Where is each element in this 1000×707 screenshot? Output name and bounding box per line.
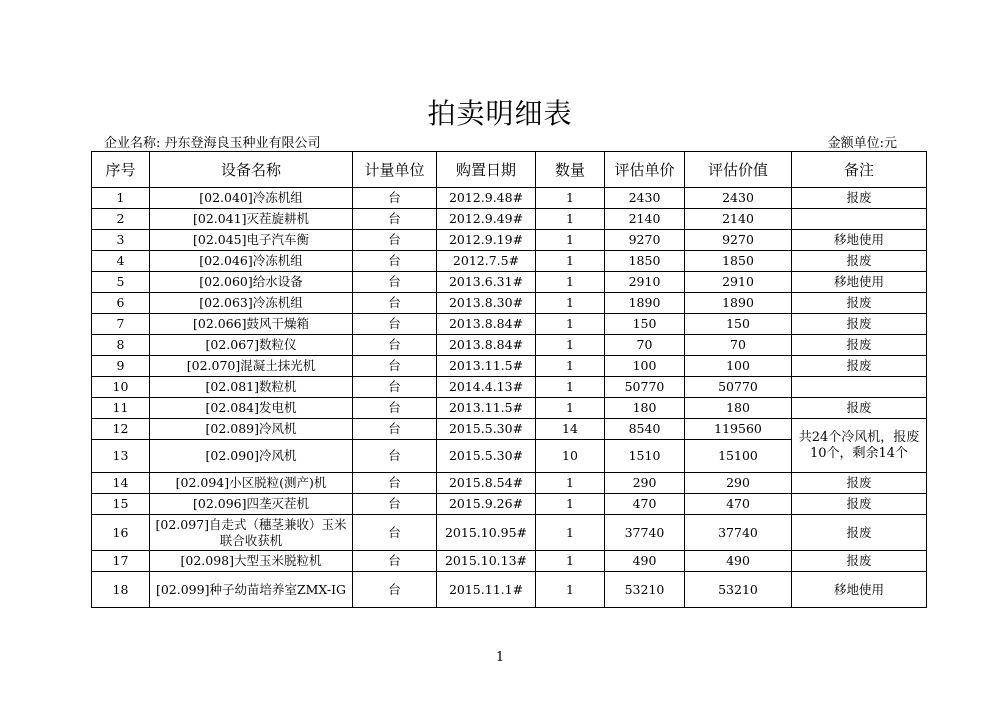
cell-name: [02.081]数粒机 bbox=[150, 377, 353, 398]
cell-unit: 台 bbox=[353, 419, 437, 440]
page-number: 1 bbox=[495, 650, 505, 665]
cell-value: 70 bbox=[685, 335, 792, 356]
cell-date: 2013.8.84# bbox=[437, 314, 536, 335]
cell-no: 11 bbox=[92, 398, 150, 419]
cell-value: 1850 bbox=[685, 251, 792, 272]
cell-value: 490 bbox=[685, 551, 792, 572]
table-row bbox=[92, 494, 927, 515]
header-price: 评估单价 bbox=[605, 152, 685, 188]
cell-no: 15 bbox=[92, 494, 150, 515]
cell-remark: 报废 bbox=[792, 335, 927, 356]
table-row bbox=[92, 473, 927, 494]
cell-qty: 14 bbox=[536, 419, 605, 440]
cell-price: 8540 bbox=[605, 419, 685, 440]
cell-unit: 台 bbox=[353, 398, 437, 419]
cell-date: 2012.9.19# bbox=[437, 230, 536, 251]
table-row bbox=[92, 293, 927, 314]
cell-price: 37740 bbox=[605, 515, 685, 551]
cell-remark-merged: 共24个冷风机，报废10个，剩余14个 bbox=[792, 419, 927, 473]
page-title: 拍卖明细表 bbox=[427, 97, 573, 130]
cell-no: 18 bbox=[92, 572, 150, 608]
table-row bbox=[92, 377, 927, 398]
cell-no: 14 bbox=[92, 473, 150, 494]
cell-value: 470 bbox=[685, 494, 792, 515]
header-value: 评估价值 bbox=[685, 152, 792, 188]
cell-value: 53210 bbox=[685, 572, 792, 608]
cell-price: 470 bbox=[605, 494, 685, 515]
cell-date: 2012.9.49# bbox=[437, 209, 536, 230]
cell-value: 9270 bbox=[685, 230, 792, 251]
cell-remark: 报废 bbox=[792, 356, 927, 377]
cell-price: 100 bbox=[605, 356, 685, 377]
cell-qty: 1 bbox=[536, 293, 605, 314]
cell-qty: 1 bbox=[536, 377, 605, 398]
cell-price: 9270 bbox=[605, 230, 685, 251]
cell-price: 490 bbox=[605, 551, 685, 572]
cell-remark bbox=[792, 377, 927, 398]
cell-no: 2 bbox=[92, 209, 150, 230]
company-name: 企业名称: 丹东登海良玉种业有限公司 bbox=[104, 136, 321, 151]
cell-no: 3 bbox=[92, 230, 150, 251]
cell-qty: 10 bbox=[536, 440, 605, 473]
cell-date: 2014.4.13# bbox=[437, 377, 536, 398]
cell-no: 16 bbox=[92, 515, 150, 551]
cell-no: 10 bbox=[92, 377, 150, 398]
header-unit: 计量单位 bbox=[353, 152, 437, 188]
table-header-row bbox=[92, 152, 927, 188]
cell-value: 290 bbox=[685, 473, 792, 494]
cell-date: 2013.11.5# bbox=[437, 398, 536, 419]
cell-value: 15100 bbox=[685, 440, 792, 473]
cell-no: 9 bbox=[92, 356, 150, 377]
cell-name: [02.045]电子汽车衡 bbox=[150, 230, 353, 251]
cell-price: 50770 bbox=[605, 377, 685, 398]
cell-price: 150 bbox=[605, 314, 685, 335]
cell-price: 70 bbox=[605, 335, 685, 356]
cell-remark: 报废 bbox=[792, 251, 927, 272]
cell-unit: 台 bbox=[353, 473, 437, 494]
cell-value: 100 bbox=[685, 356, 792, 377]
cell-no: 8 bbox=[92, 335, 150, 356]
cell-qty: 1 bbox=[536, 230, 605, 251]
table-row bbox=[92, 230, 927, 251]
cell-qty: 1 bbox=[536, 398, 605, 419]
cell-remark: 移地使用 bbox=[792, 572, 927, 608]
cell-name: [02.066]鼓风干燥箱 bbox=[150, 314, 353, 335]
cell-qty: 1 bbox=[536, 494, 605, 515]
table-row bbox=[92, 515, 927, 551]
cell-name: [02.063]冷冻机组 bbox=[150, 293, 353, 314]
cell-date: 2012.9.48# bbox=[437, 188, 536, 209]
cell-remark: 报废 bbox=[792, 473, 927, 494]
cell-unit: 台 bbox=[353, 335, 437, 356]
cell-qty: 1 bbox=[536, 335, 605, 356]
cell-unit: 台 bbox=[353, 272, 437, 293]
cell-date: 2015.8.54# bbox=[437, 473, 536, 494]
header-qty: 数量 bbox=[536, 152, 605, 188]
cell-qty: 1 bbox=[536, 572, 605, 608]
cell-unit: 台 bbox=[353, 440, 437, 473]
cell-name: [02.090]冷风机 bbox=[150, 440, 353, 473]
table-row bbox=[92, 188, 927, 209]
cell-name: [02.040]冷冻机组 bbox=[150, 188, 353, 209]
cell-qty: 1 bbox=[536, 515, 605, 551]
cell-name: [02.067]数粒仪 bbox=[150, 335, 353, 356]
cell-unit: 台 bbox=[353, 551, 437, 572]
table-row bbox=[92, 551, 927, 572]
cell-date: 2013.8.30# bbox=[437, 293, 536, 314]
cell-no: 5 bbox=[92, 272, 150, 293]
cell-name: [02.084]发电机 bbox=[150, 398, 353, 419]
cell-remark: 报废 bbox=[792, 398, 927, 419]
cell-price: 2430 bbox=[605, 188, 685, 209]
cell-name: [02.046]冷冻机组 bbox=[150, 251, 353, 272]
cell-price: 1890 bbox=[605, 293, 685, 314]
cell-date: 2015.11.1# bbox=[437, 572, 536, 608]
cell-name: [02.094]小区脱粒(测产)机 bbox=[150, 473, 353, 494]
cell-value: 2430 bbox=[685, 188, 792, 209]
cell-remark bbox=[792, 209, 927, 230]
cell-name: [02.098]大型玉米脱粒机 bbox=[150, 551, 353, 572]
cell-no: 7 bbox=[92, 314, 150, 335]
cell-value: 50770 bbox=[685, 377, 792, 398]
table-row bbox=[92, 314, 927, 335]
cell-remark: 报废 bbox=[792, 314, 927, 335]
table-row bbox=[92, 356, 927, 377]
cell-unit: 台 bbox=[353, 377, 437, 398]
table-row bbox=[92, 251, 927, 272]
cell-date: 2015.10.13# bbox=[437, 551, 536, 572]
cell-unit: 台 bbox=[353, 572, 437, 608]
cell-name: [02.097]自走式（穗茎兼收）玉米联合收获机 bbox=[150, 515, 353, 551]
cell-qty: 1 bbox=[536, 356, 605, 377]
cell-value: 119560 bbox=[685, 419, 792, 440]
cell-value: 150 bbox=[685, 314, 792, 335]
header-name: 设备名称 bbox=[150, 152, 353, 188]
table-row bbox=[92, 335, 927, 356]
cell-no: 17 bbox=[92, 551, 150, 572]
table-row bbox=[92, 572, 927, 608]
header-remark: 备注 bbox=[792, 152, 927, 188]
cell-unit: 台 bbox=[353, 293, 437, 314]
header-date: 购置日期 bbox=[437, 152, 536, 188]
table-row bbox=[92, 272, 927, 293]
cell-unit: 台 bbox=[353, 209, 437, 230]
cell-remark: 报废 bbox=[792, 551, 927, 572]
cell-remark: 报废 bbox=[792, 494, 927, 515]
cell-qty: 1 bbox=[536, 272, 605, 293]
cell-name: [02.089]冷风机 bbox=[150, 419, 353, 440]
cell-remark: 报废 bbox=[792, 293, 927, 314]
cell-value: 37740 bbox=[685, 515, 792, 551]
cell-date: 2013.8.84# bbox=[437, 335, 536, 356]
table-row bbox=[92, 398, 927, 419]
cell-date: 2013.11.5# bbox=[437, 356, 536, 377]
cell-price: 290 bbox=[605, 473, 685, 494]
cell-qty: 1 bbox=[536, 314, 605, 335]
cell-unit: 台 bbox=[353, 356, 437, 377]
cell-name: [02.041]灭茬旋耕机 bbox=[150, 209, 353, 230]
cell-no: 4 bbox=[92, 251, 150, 272]
cell-unit: 台 bbox=[353, 188, 437, 209]
cell-date: 2012.7.5# bbox=[437, 251, 536, 272]
cell-remark: 报废 bbox=[792, 515, 927, 551]
auction-detail-table bbox=[91, 151, 927, 608]
cell-qty: 1 bbox=[536, 209, 605, 230]
cell-date: 2013.6.31# bbox=[437, 272, 536, 293]
cell-unit: 台 bbox=[353, 494, 437, 515]
cell-remark: 移地使用 bbox=[792, 230, 927, 251]
cell-no: 12 bbox=[92, 419, 150, 440]
cell-price: 2910 bbox=[605, 272, 685, 293]
cell-unit: 台 bbox=[353, 251, 437, 272]
cell-value: 180 bbox=[685, 398, 792, 419]
cell-value: 1890 bbox=[685, 293, 792, 314]
cell-value: 2910 bbox=[685, 272, 792, 293]
cell-remark: 报废 bbox=[792, 188, 927, 209]
cell-unit: 台 bbox=[353, 230, 437, 251]
currency-unit: 金额单位:元 bbox=[827, 136, 897, 151]
cell-name: [02.070]混凝土抹光机 bbox=[150, 356, 353, 377]
cell-price: 1850 bbox=[605, 251, 685, 272]
cell-name: [02.060]给水设备 bbox=[150, 272, 353, 293]
table-row bbox=[92, 209, 927, 230]
cell-qty: 1 bbox=[536, 251, 605, 272]
cell-remark: 移地使用 bbox=[792, 272, 927, 293]
cell-no: 1 bbox=[92, 188, 150, 209]
cell-price: 53210 bbox=[605, 572, 685, 608]
cell-price: 1510 bbox=[605, 440, 685, 473]
cell-name: [02.099]种子幼苗培养室ZMX-IG bbox=[150, 572, 353, 608]
cell-value: 2140 bbox=[685, 209, 792, 230]
cell-date: 2015.10.95# bbox=[437, 515, 536, 551]
cell-price: 180 bbox=[605, 398, 685, 419]
cell-unit: 台 bbox=[353, 314, 437, 335]
header-no: 序号 bbox=[92, 152, 150, 188]
cell-name: [02.096]四垄灭茬机 bbox=[150, 494, 353, 515]
cell-date: 2015.5.30# bbox=[437, 419, 536, 440]
cell-no: 6 bbox=[92, 293, 150, 314]
cell-price: 2140 bbox=[605, 209, 685, 230]
table-row bbox=[92, 419, 927, 440]
cell-unit: 台 bbox=[353, 515, 437, 551]
cell-no: 13 bbox=[92, 440, 150, 473]
cell-qty: 1 bbox=[536, 551, 605, 572]
cell-qty: 1 bbox=[536, 473, 605, 494]
cell-date: 2015.5.30# bbox=[437, 440, 536, 473]
cell-date: 2015.9.26# bbox=[437, 494, 536, 515]
cell-qty: 1 bbox=[536, 188, 605, 209]
